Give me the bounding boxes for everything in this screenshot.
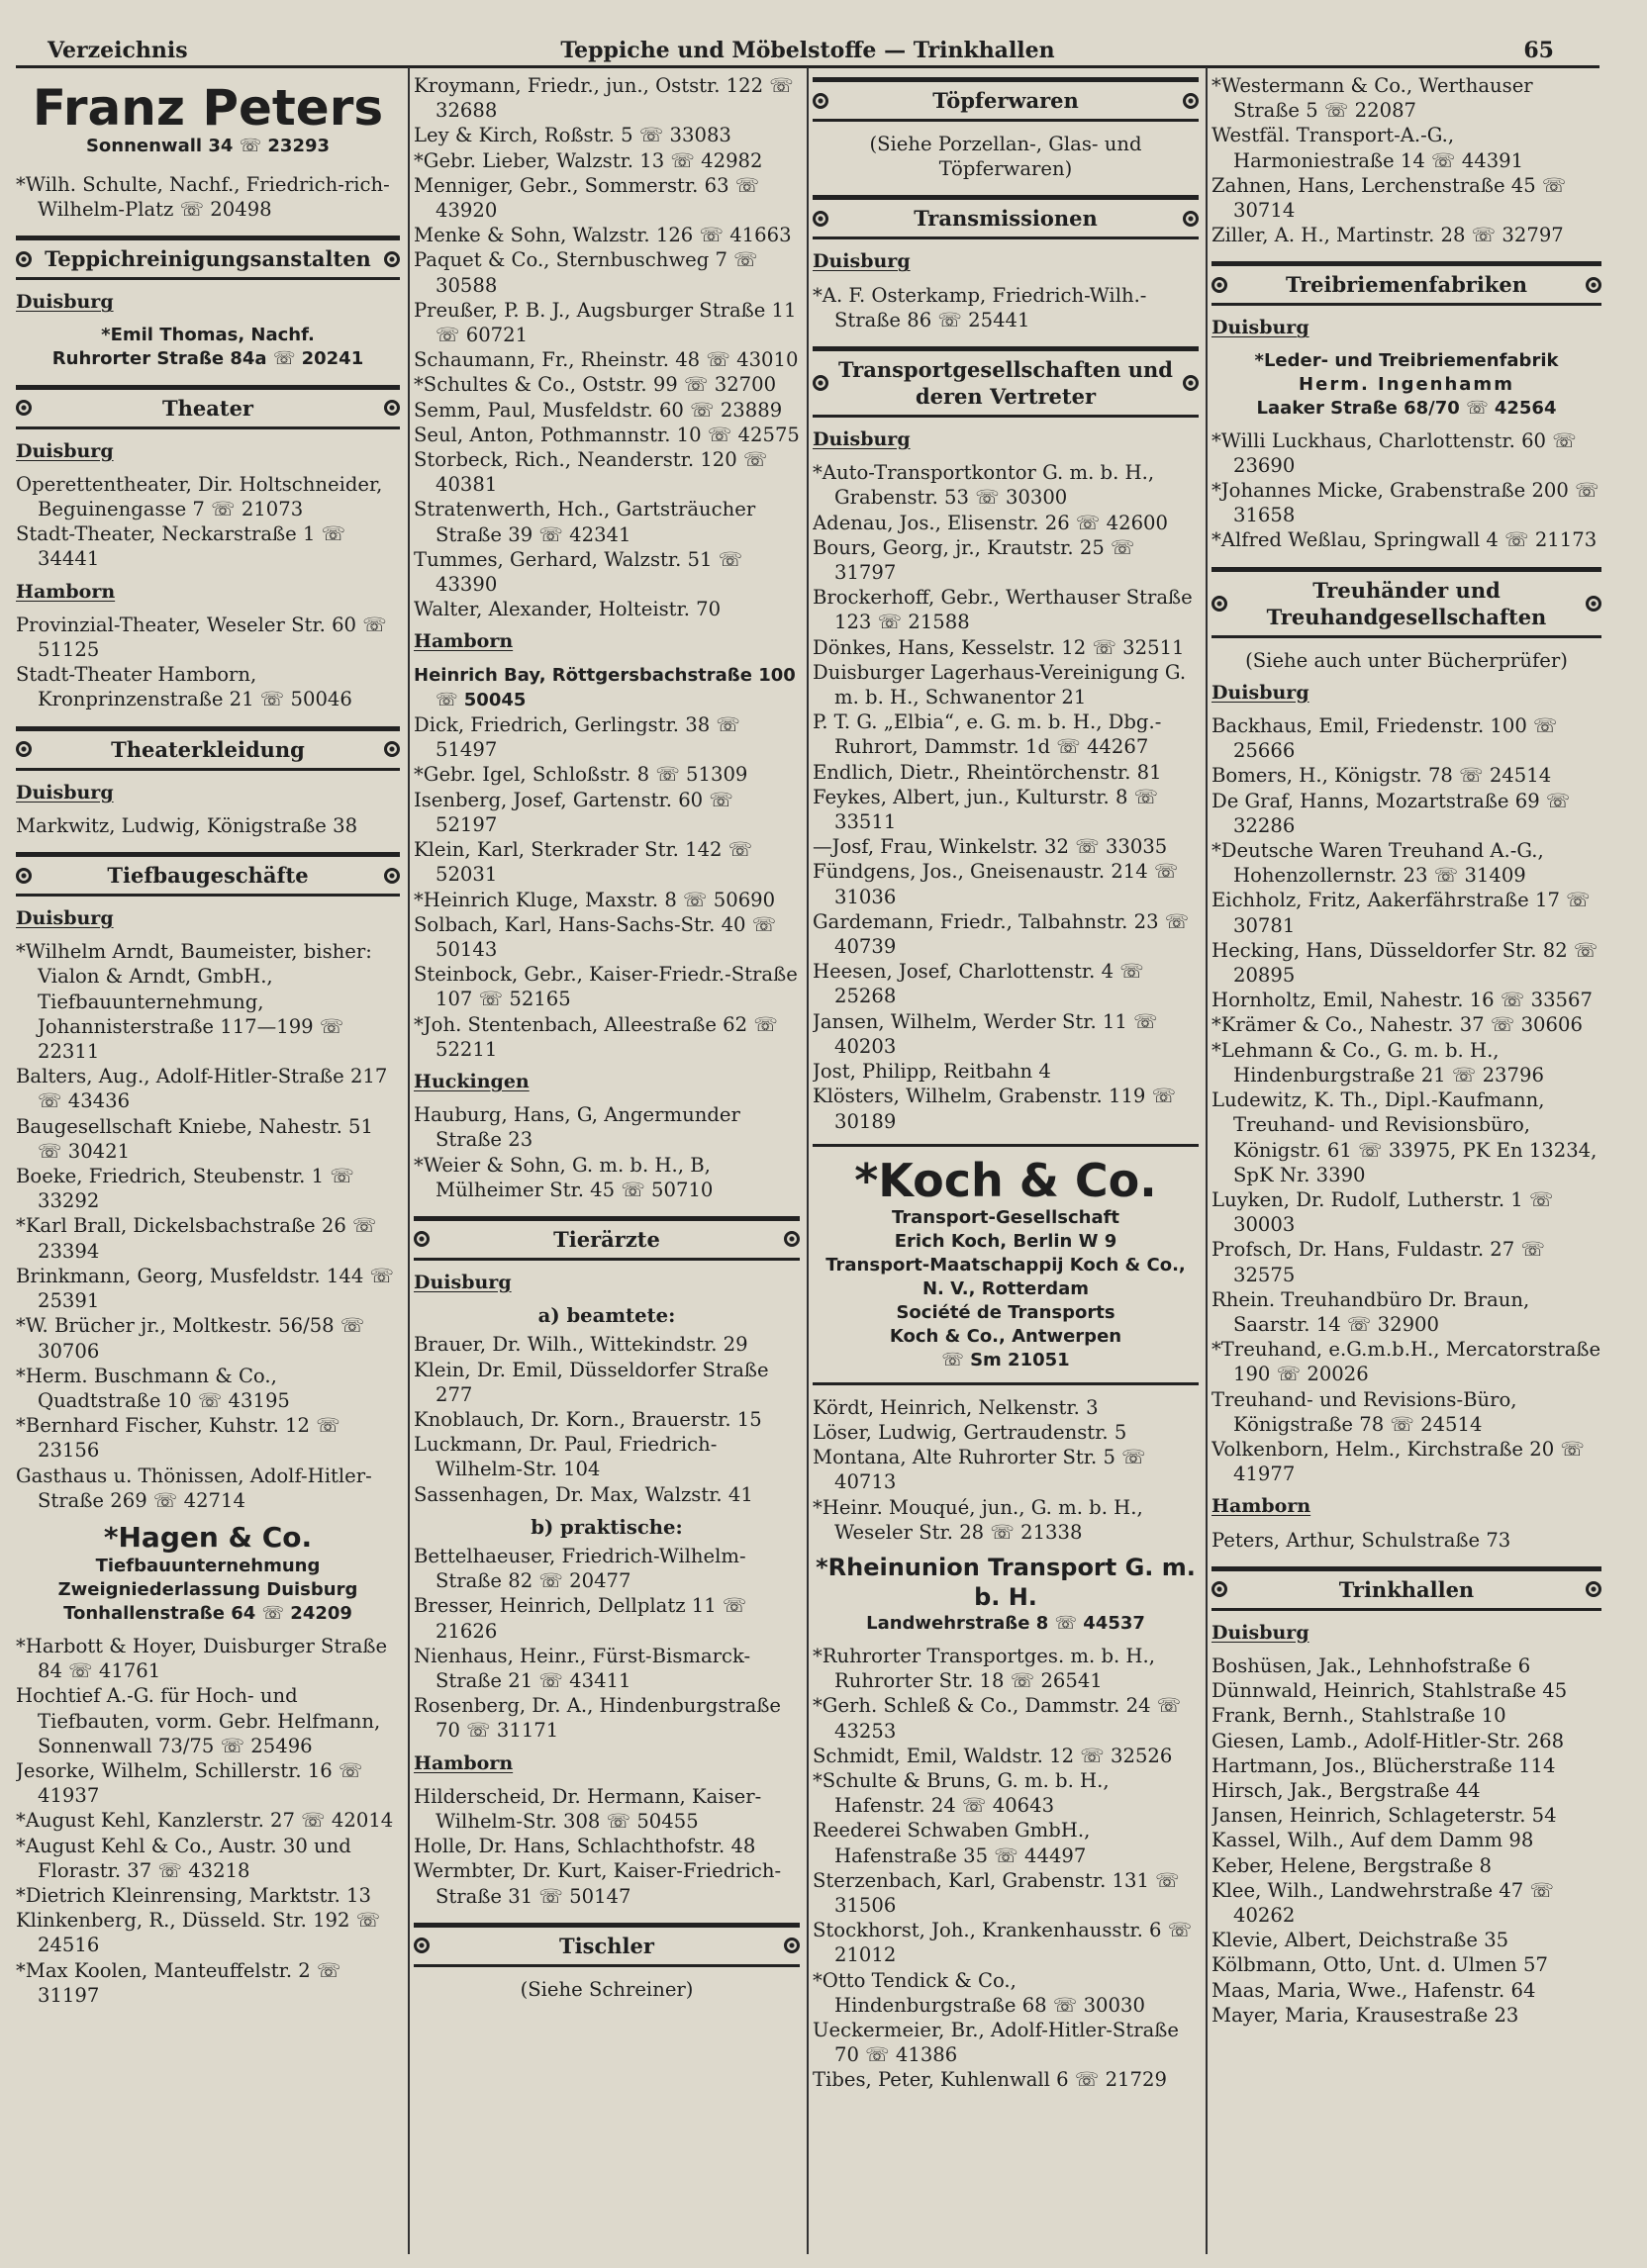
- directory-entry: *Alfred Weßlau, Springwall 4 ☏ 21173: [1211, 528, 1598, 552]
- city-heading: Duisburg: [16, 907, 114, 930]
- section-heading: Treibriemenfabriken: [1211, 261, 1601, 306]
- ad-line: Ruhrorter Straße 84a ☏ 20241: [51, 347, 364, 369]
- directory-entry: *Dietrich Kleinrensing, Marktstr. 13: [16, 1883, 371, 1907]
- directory-entry: *Karl Brall, Dickelsbachstraße 26 ☏ 23394: [16, 1214, 377, 1263]
- directory-entry: Keber, Helene, Bergstraße 8: [1211, 1853, 1492, 1877]
- city-heading: Duisburg: [1211, 317, 1309, 339]
- directory-entry: Sassenhagen, Dr. Max, Walzstr. 41: [414, 1482, 753, 1506]
- city-heading: Duisburg: [813, 250, 911, 273]
- subheading: a) beamtete:: [537, 1304, 676, 1328]
- directory-entry: Treuhand- und Revisions-Büro, Königstraße 78 ☏ 24514: [1211, 1387, 1517, 1436]
- entry-list: [414, 1102, 800, 1202]
- city-heading: Duisburg: [813, 428, 911, 451]
- ad-line: Transport-Gesellschaft: [891, 1206, 1120, 1228]
- ad-line: ☏ Sm 21051: [941, 1349, 1070, 1370]
- entry-list: [16, 1634, 400, 2008]
- ad-address: Sonnenwall 34 ☏ 23293: [85, 136, 331, 156]
- directory-entry: Schmidt, Emil, Waldstr. 12 ☏ 32526: [813, 1744, 1173, 1767]
- directory-entry: Zahnen, Hans, Lerchenstraße 45 ☏ 30714: [1211, 173, 1567, 223]
- directory-entry: Backhaus, Emil, Friedenstr. 100 ☏ 25666: [1211, 714, 1558, 763]
- directory-entry: Baugesellschaft Kniebe, Nahestr. 51 ☏ 30421: [16, 1114, 373, 1163]
- directory-entry: Steinbock, Gebr., Kaiser-Friedr.-Straße 107 ☏ 52165: [414, 963, 798, 1011]
- section-heading: Theaterkleidung: [16, 726, 400, 771]
- section-heading: Transportgesellschaften und deren Vertreter: [813, 346, 1199, 418]
- city-heading: Duisburg: [1211, 681, 1309, 704]
- directory-entry: *Gebr. Lieber, Walzstr. 13 ☏ 42982: [414, 148, 763, 172]
- directory-entry: Hochtief A.-G. für Hoch- und Tiefbauten, vorm. Gebr. Helfmann, Sonnenwall 73/75 ☏ 25496: [16, 1684, 381, 1757]
- directory-entry: Ludewitz, K. Th., Dipl.-Kaufmann, Treuhand- und Revisionsbüro, Königstr. 61 ☏ 33975, PK En 13234, SpK Nr. 3390: [1211, 1088, 1598, 1186]
- directory-entry: *Joh. Stentenbach, Alleestraße 62 ☏ 52211: [414, 1012, 778, 1061]
- directory-entry: Luckmann, Dr. Paul, Friedrich-Wilhelm-Str. 104: [414, 1433, 718, 1481]
- directory-entry: Wermbter, Dr. Kurt, Kaiser-Friedrich-Straße 31 ☏ 50147: [414, 1859, 782, 1908]
- directory-entry: *Otto Tendick & Co., Hindenburgstraße 68 ☏ 30030: [813, 1968, 1145, 2017]
- directory-entry: Hartmann, Jos., Blücherstraße 114: [1211, 1753, 1556, 1777]
- directory-entry: Walter, Alexander, Holteistr. 70: [414, 598, 722, 621]
- city-heading: Duisburg: [414, 1271, 512, 1293]
- directory-entry: Kroymann, Friedr., jun., Oststr. 122 ☏ 32688: [414, 74, 794, 123]
- directory-entry: Brinkmann, Georg, Musfeldstr. 144 ☏ 25391: [16, 1264, 395, 1313]
- directory-entry: Frank, Bernh., Stahlstraße 10: [1211, 1704, 1506, 1728]
- directory-entry: Jost, Philipp, Reitbahn 4: [813, 1060, 1051, 1084]
- directory-entry: Mayer, Maria, Krausestraße 23: [1211, 2003, 1519, 2027]
- ad-title: *Hagen & Co.: [103, 1520, 313, 1554]
- directory-entry: *Treuhand, e.G.m.b.H., Mercatorstraße 190 ☏ 20026: [1211, 1338, 1601, 1386]
- ad-line: N. V., Rotterdam: [921, 1277, 1090, 1299]
- directory-entry: Duisburger Lagerhaus-Vereinigung G. m. b. H., Schwanentor 21: [813, 660, 1187, 709]
- directory-entry: Storbeck, Rich., Neanderstr. 120 ☏ 40381: [414, 448, 768, 497]
- column-4: [1211, 73, 1601, 2250]
- entry-list: [1211, 1654, 1601, 2028]
- entry-list: [813, 460, 1199, 1133]
- directory-entry: Bours, Georg, jr., Krautstr. 25 ☏ 31797: [813, 535, 1135, 585]
- ad-line: Tonhallenstraße 64 ☏ 24209: [63, 1602, 352, 1624]
- entry-list: [16, 472, 400, 572]
- entry-list: [813, 1395, 1199, 1545]
- city-heading: Duisburg: [16, 291, 114, 314]
- directory-entry: Hecking, Hans, Düsseldorfer Str. 82 ☏ 20895: [1211, 938, 1599, 988]
- directory-entry: Gardemann, Friedr., Talbahnstr. 23 ☏ 40739: [813, 909, 1190, 959]
- directory-entry: *Herm. Buschmann & Co., Quadtstraße 10 ☏ 43195: [16, 1364, 290, 1412]
- directory-entry: Ziller, A. H., Martinstr. 28 ☏ 32797: [1211, 224, 1564, 247]
- directory-entry: Tummes, Gerhard, Walzstr. 51 ☏ 43390: [414, 547, 743, 597]
- column-rule: [1206, 67, 1208, 2254]
- city-heading: Hamborn: [16, 580, 116, 603]
- directory-entry: Fündgens, Jos., Gneisenaustr. 214 ☏ 31036: [813, 860, 1179, 908]
- ad-line: *Leder- und Treibriemenfabrik: [1254, 349, 1559, 371]
- entry-bold: Heinrich Bay, Röttgersbachstraße 100 ☏ 50045: [414, 664, 796, 710]
- directory-entry: *Schultes & Co., Oststr. 99 ☏ 32700: [414, 373, 777, 397]
- directory-entry: *Heinr. Mouqué, jun., G. m. b. H., Weseler Str. 28 ☏ 21338: [813, 1495, 1143, 1544]
- directory-entry: Jesorke, Wilhelm, Schillerstr. 16 ☏ 41937: [16, 1758, 363, 1808]
- directory-entry: Isenberg, Josef, Gartenstr. 60 ☏ 52197: [414, 788, 733, 836]
- directory-entry: Tibes, Peter, Kuhlenwall 6 ☏ 21729: [813, 2068, 1167, 2092]
- directory-entry: Giesen, Lamb., Adolf-Hitler-Str. 268: [1211, 1729, 1565, 1752]
- directory-entry: Hirsch, Jak., Bergstraße 44: [1211, 1778, 1481, 1802]
- directory-entry: *Gerh. Schleß & Co., Dammstr. 24 ☏ 43253: [813, 1694, 1182, 1743]
- directory-entry: Luyken, Dr. Rudolf, Lutherstr. 1 ☏ 30003: [1211, 1187, 1554, 1237]
- directory-entry: Rosenberg, Dr. A., Hindenburgstraße 70 ☏ 31171: [414, 1694, 781, 1743]
- column-2: [414, 73, 800, 2250]
- directory-entry: Westfäl. Transport-A.-G., Harmoniestraße 14 ☏ 44391: [1211, 124, 1524, 172]
- directory-entry: *Schulte & Bruns, G. m. b. H., Hafenstr. 24 ☏ 40643: [813, 1768, 1110, 1818]
- entry-list: [16, 939, 400, 1513]
- ad-line: Zweigniederlassung Duisburg: [57, 1578, 358, 1600]
- directory-entry: Bresser, Heinrich, Dellplatz 11 ☏ 21626: [414, 1594, 747, 1643]
- directory-entry: Paquet & Co., Sternbuschweg 7 ☏ 30588: [414, 248, 758, 297]
- directory-entry: Montana, Alte Ruhrorter Str. 5 ☏ 40713: [813, 1446, 1146, 1494]
- directory-entry: Klevie, Albert, Deichstraße 35: [1211, 1929, 1509, 1952]
- directory-entry: Hilderscheid, Dr. Hermann, Kaiser-Wilhelm-Str. 308 ☏ 50455: [414, 1784, 762, 1833]
- directory-entry: *August Kehl, Kanzlerstr. 27 ☏ 42014: [16, 1809, 394, 1833]
- directory-entry: Menniger, Gebr., Sommerstr. 63 ☏ 43920: [414, 173, 760, 223]
- city-heading: Duisburg: [16, 781, 114, 803]
- entry-list: [813, 283, 1199, 332]
- directory-entry: Bomers, H., Königstr. 78 ☏ 24514: [1211, 764, 1552, 788]
- directory-entry: *Heinrich Kluge, Maxstr. 8 ☏ 50690: [414, 888, 776, 911]
- directory-entry: *Bernhard Fischer, Kuhstr. 12 ☏ 23156: [16, 1414, 340, 1463]
- ad-hagen: [16, 1521, 400, 1626]
- column-3: [813, 73, 1199, 2250]
- directory-entry: Eichholz, Fritz, Aakerfährstraße 17 ☏ 30781: [1211, 889, 1591, 937]
- directory-entry: Knoblauch, Dr. Korn., Brauerstr. 15: [414, 1407, 762, 1431]
- directory-entry: *Lehmann & Co., G. m. b. H., Hindenburgstraße 21 ☏ 23796: [1211, 1038, 1544, 1087]
- directory-entry: Brockerhoff, Gebr., Werthauser Straße 123 ☏ 21588: [813, 586, 1193, 634]
- directory-entry: Preußer, P. B. J., Augsburger Straße 11 ☏ 60721: [414, 298, 797, 347]
- directory-entry: *Max Koolen, Manteuffelstr. 2 ☏ 31197: [16, 1958, 341, 2007]
- directory-entry: Klösters, Wilhelm, Grabenstr. 119 ☏ 30189: [813, 1085, 1177, 1133]
- ad-ingenhamm: [1211, 349, 1601, 421]
- directory-entry: Rhein. Treuhandbüro Dr. Braun, Saarstr. 14 ☏ 32900: [1211, 1287, 1530, 1336]
- directory-entry: Provinzial-Theater, Weseler Str. 60 ☏ 51125: [16, 613, 387, 662]
- directory-entry: Boshüsen, Jak., Lehnhofstraße 6: [1211, 1654, 1531, 1677]
- directory-entry: Stratenwerth, Hch., Gartsträucher Straße 39 ☏ 42341: [414, 498, 756, 546]
- city-heading: Huckingen: [414, 1070, 530, 1092]
- city-heading: Hamborn: [414, 630, 514, 653]
- column-rule: [807, 67, 809, 2254]
- directory-entry: Dick, Friedrich, Gerlingstr. 38 ☏ 51497: [414, 713, 740, 762]
- directory-entry: Löser, Ludwig, Gertraudenstr. 5: [813, 1420, 1127, 1444]
- city-heading: Hamborn: [1211, 1495, 1311, 1518]
- directory-entry: Feykes, Albert, jun., Kulturstr. 8 ☏ 33511: [813, 785, 1159, 834]
- ad-rheinunion: [813, 1553, 1199, 1636]
- section-heading: Tiefbaugeschäfte: [16, 852, 400, 897]
- city-heading: Duisburg: [1211, 1621, 1309, 1644]
- section-heading: Tierärzte: [414, 1216, 800, 1261]
- directory-entry: *W. Brücher jr., Moltkestr. 56/58 ☏ 30706: [16, 1314, 365, 1363]
- directory-entry: Gasthaus u. Thönissen, Adolf-Hitler-Straße 269 ☏ 42714: [16, 1464, 372, 1512]
- city-heading: Duisburg: [16, 439, 114, 462]
- directory-entry: Volkenborn, Helm., Kirchstraße 20 ☏ 41977: [1211, 1437, 1585, 1486]
- ad-line: Société de Transports: [896, 1301, 1115, 1323]
- directory-entry: *Westermann & Co., Werthauser Straße 5 ☏ 22087: [1211, 74, 1533, 123]
- entry-list: [16, 613, 400, 712]
- entry-list: [1211, 713, 1601, 1486]
- directory-entry: Ley & Kirch, Roßstr. 5 ☏ 33083: [414, 124, 731, 147]
- subheading: b) praktische:: [531, 1515, 683, 1539]
- section-heading: Teppichreinigungsanstalten: [16, 236, 400, 280]
- entry-list: [414, 712, 800, 1062]
- directory-entry: Seul, Anton, Pothmannstr. 10 ☏ 42575: [414, 423, 800, 446]
- directory-entry: Kördt, Heinrich, Nelkenstr. 3: [813, 1395, 1099, 1419]
- directory-entry: Klinkenberg, R., Düsseld. Str. 192 ☏ 24516: [16, 1909, 381, 1957]
- directory-entry: Operettentheater, Dir. Holtschneider, Beguinengasse 7 ☏ 21073: [16, 472, 383, 521]
- ad-title: *Rheinunion Transport G. m. b. H.: [816, 1553, 1196, 1611]
- entry-list: [1211, 428, 1601, 553]
- entry-list: [813, 1644, 1199, 2093]
- section-heading: Treuhänder und Treuhandgesellschaften: [1211, 567, 1601, 638]
- directory-entry: Balters, Aug., Adolf-Hitler-Straße 217 ☏ 43436: [16, 1065, 388, 1113]
- directory-entry: Sterzenbach, Karl, Grabenstr. 131 ☏ 31506: [813, 1868, 1180, 1917]
- directory-entry: Semm, Paul, Musfeldstr. 60 ☏ 23889: [414, 398, 783, 422]
- directory-entry: Jansen, Wilhelm, Werder Str. 11 ☏ 40203: [813, 1009, 1158, 1058]
- ad-line: *Emil Thomas, Nachf.: [101, 324, 315, 345]
- directory-entry: Reederei Schwaben GmbH., Hafenstraße 35 ☏ 44497: [813, 1819, 1091, 1867]
- directory-entry: Klein, Karl, Sterkrader Str. 142 ☏ 52031: [414, 838, 753, 887]
- ad-line: Laaker Straße 68/70 ☏ 42564: [1256, 397, 1557, 419]
- entry-list: [1211, 1528, 1601, 1553]
- directory-entry: Kassel, Wilh., Auf dem Damm 98: [1211, 1829, 1534, 1852]
- entry-list: [16, 813, 400, 838]
- header-left: Verzeichnis: [48, 38, 188, 63]
- directory-entry: Jansen, Heinrich, Schlageterstr. 54: [1211, 1804, 1557, 1828]
- header-title: Teppiche und Möbelstoffe — Trinkhallen: [560, 38, 1055, 63]
- ad-line: Tiefbauunternehmung: [95, 1555, 321, 1576]
- directory-entry: *Krämer & Co., Nahestr. 37 ☏ 30606: [1211, 1013, 1583, 1037]
- ad-emil-thomas: [16, 324, 400, 371]
- directory-entry: Kölbmann, Otto, Unt. d. Ulmen 57: [1211, 1953, 1548, 1977]
- directory-entry: *Gebr. Igel, Schloßstr. 8 ☏ 51309: [414, 763, 748, 787]
- section-heading: Tischler: [414, 1923, 800, 1967]
- directory-entry: Endlich, Dietr., Rheintörchenstr. 81: [813, 760, 1162, 784]
- directory-entry: P. T. G. „Elbia“, e. G. m. b. H., Dbg.-Ruhrort, Dammstr. 1d ☏ 44267: [813, 710, 1162, 759]
- ad-line: Transport-Maatschappij Koch & Co.,: [825, 1254, 1186, 1276]
- directory-entry: Nienhaus, Heinr., Fürst-Bismarck-Straße 21 ☏ 43411: [414, 1644, 751, 1692]
- entry-list: [414, 1784, 800, 1909]
- column-rule: [408, 67, 410, 2254]
- directory-entry: Stadt-Theater Hamborn, Kronprinzenstraße 21 ☏ 50046: [16, 663, 352, 711]
- directory-entry: Solbach, Karl, Hans-Sachs-Str. 40 ☏ 50143: [414, 912, 777, 961]
- column-1: [16, 73, 400, 2250]
- entry: *Wilh. Schulte, Nachf., Friedrich-rich-Wilhelm-Platz ☏ 20498: [16, 173, 390, 222]
- directory-entry: —Josf, Frau, Winkelstr. 32 ☏ 33035: [813, 835, 1168, 859]
- directory-entry: Heesen, Josef, Charlottenstr. 4 ☏ 25268: [813, 960, 1144, 1008]
- see-also-note: (Siehe Porzellan-, Glas- und Töpferwaren): [869, 133, 1142, 181]
- directory-entry: *Weier & Sohn, G. m. b. H., B, Mülheimer Str. 45 ☏ 50710: [414, 1153, 714, 1201]
- directory-entry: Peters, Arthur, Schulstraße 73: [1211, 1528, 1511, 1552]
- directory-entry: Brauer, Dr. Wilh., Wittekindstr. 29: [414, 1333, 748, 1357]
- section-heading: Trinkhallen: [1211, 1566, 1601, 1611]
- directory-entry: *Harbott & Hoyer, Duisburger Straße 84 ☏ 41761: [16, 1634, 388, 1683]
- directory-entry: Hornholtz, Emil, Nahestr. 16 ☏ 33567: [1211, 989, 1593, 1012]
- section-heading: Transmissionen: [813, 195, 1199, 239]
- section-heading: Theater: [16, 385, 400, 429]
- directory-entry: Adenau, Jos., Elisenstr. 26 ☏ 42600: [813, 511, 1168, 534]
- directory-entry: Klee, Wilh., Landwehrstraße 47 ☏ 40262: [1211, 1878, 1554, 1927]
- page-header: [16, 36, 1599, 68]
- entry-list: [414, 1544, 800, 1744]
- directory-entry: Dünnwald, Heinrich, Stahlstraße 45: [1211, 1679, 1568, 1703]
- entry-list: [1211, 73, 1601, 247]
- ad-koch: [813, 1144, 1199, 1385]
- directory-entry: *Wilhelm Arndt, Baumeister, bisher: Vialon & Arndt, GmbH., Tiefbauunternehmung, Johannisterstraße 117—199 ☏ 22311: [16, 940, 372, 1064]
- directory-entry: Ueckermeier, Br., Adolf-Hitler-Straße 70 ☏ 41386: [813, 2018, 1179, 2067]
- directory-entry: *Auto-Transportkontor G. m. b. H., Grabenstr. 53 ☏ 30300: [813, 461, 1155, 510]
- directory-entry: De Graf, Hanns, Mozartstraße 69 ☏ 32286: [1211, 789, 1571, 837]
- directory-entry: Boeke, Friedrich, Steubenstr. 1 ☏ 33292: [16, 1165, 354, 1213]
- directory-entry: Holle, Dr. Hans, Schlachthofstr. 48: [414, 1835, 756, 1858]
- directory-entry: Stockhorst, Joh., Krankenhausstr. 6 ☏ 21012: [813, 1919, 1193, 1967]
- see-also-note: (Siehe Schreiner): [520, 1977, 694, 2001]
- ad-line: Erich Koch, Berlin W 9: [894, 1230, 1117, 1252]
- directory-entry: Markwitz, Ludwig, Königstraße 38: [16, 813, 358, 837]
- ad-line: Landwehrstraße 8 ☏ 44537: [866, 1612, 1145, 1634]
- city-heading: Hamborn: [414, 1751, 514, 1774]
- directory-entry: *Johannes Micke, Grabenstraße 200 ☏ 31658: [1211, 479, 1599, 527]
- entry-list: [414, 1332, 800, 1506]
- directory-entry: *Ruhrorter Transportges. m. b. H., Ruhrorter Str. 18 ☏ 26541: [813, 1644, 1155, 1693]
- ad-title: *Koch & Co.: [854, 1153, 1157, 1207]
- see-also-note: (Siehe auch unter Bücherprüfer): [1245, 648, 1568, 672]
- ad-line: Herm. Ingenhamm: [1299, 373, 1514, 395]
- ad-title: Franz Peters: [32, 79, 384, 137]
- ad-line: Koch & Co., Antwerpen: [889, 1325, 1122, 1347]
- directory-entry: Dönkes, Hans, Kesselstr. 12 ☏ 32511: [813, 635, 1185, 659]
- ad-franz-peters: [16, 81, 400, 158]
- directory-entry: *A. F. Osterkamp, Friedrich-Wilh.-Straße 86 ☏ 25441: [813, 283, 1147, 331]
- section-heading: Töpferwaren: [813, 77, 1199, 122]
- directory-entry: *Deutsche Waren Treuhand A.-G., Hohenzollernstr. 23 ☏ 31409: [1211, 839, 1544, 888]
- directory-entry: *Willi Luckhaus, Charlottenstr. 60 ☏ 23690: [1211, 428, 1577, 477]
- directory-entry: *August Kehl & Co., Austr. 30 und Florastr. 37 ☏ 43218: [16, 1834, 351, 1882]
- page-number: 65: [1523, 38, 1554, 63]
- directory-entry: Schaumann, Fr., Rheinstr. 48 ☏ 43010: [414, 348, 799, 372]
- directory-entry: Stadt-Theater, Neckarstraße 1 ☏ 34441: [16, 522, 346, 571]
- directory-entry: Hauburg, Hans, G, Angermunder Straße 23: [414, 1103, 740, 1152]
- entry-list: [414, 73, 800, 621]
- directory-entry: Maas, Maria, Wwe., Hafenstr. 64: [1211, 1978, 1536, 2002]
- directory-entry: Profsch, Dr. Hans, Fuldastr. 27 ☏ 32575: [1211, 1238, 1545, 1286]
- directory-entry: Menke & Sohn, Walzstr. 126 ☏ 41663: [414, 224, 792, 247]
- directory-entry: Bettelhaeuser, Friedrich-Wilhelm-Straße 82 ☏ 20477: [414, 1544, 746, 1593]
- directory-entry: Klein, Dr. Emil, Düsseldorfer Straße 277: [414, 1358, 769, 1406]
